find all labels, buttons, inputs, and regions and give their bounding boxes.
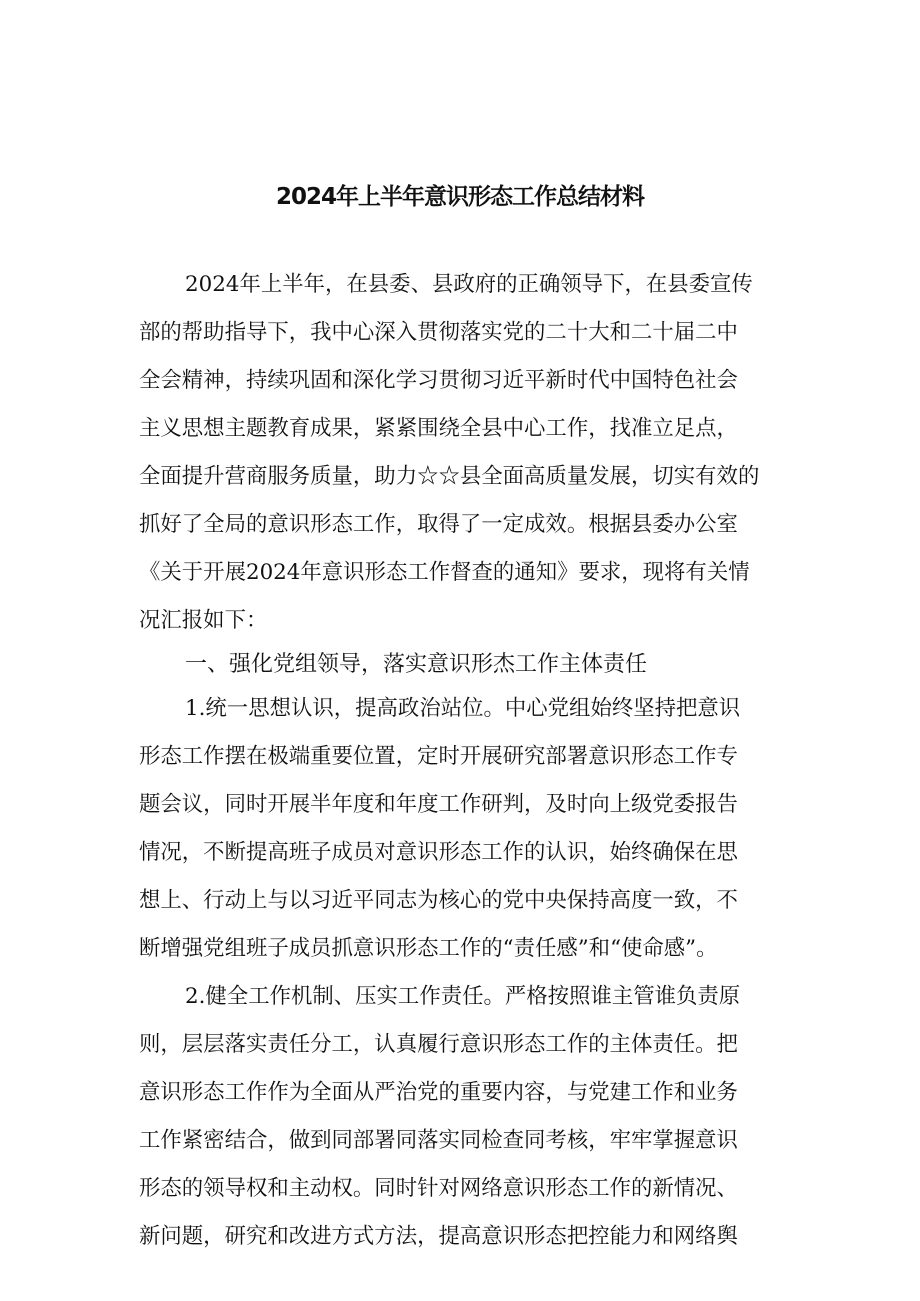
item1-line-6: 断增强党组班子成员抓意识形态工作的“责任感”和“使命感”。 (139, 936, 718, 961)
item1-line-4: 情况，不断提高班子成员对意识形态工作的认识，始终确保在思 (139, 840, 738, 865)
intro-line-8: 况汇报如下： (139, 608, 268, 633)
item1-line-3: 题会议，同时开展半年度和年度工作研判，及时向上级党委报告 (139, 792, 738, 817)
item1-line-2: 形态工作摆在极端重要位置，定时开展研究部署意识形态工作专 (139, 744, 738, 769)
item2-line-4: 工作紧密结合，做到同部署同落实同检查同考核，牢牢掌握意识 (139, 1128, 738, 1153)
intro-line-3: 全会精神，持续巩固和深化学习贯彻习近平新时代中国特色社会 (139, 368, 738, 393)
intro-line-4: 主义思想主题教育成果，紧紧围绕全县中心工作，找准立足点， (139, 416, 738, 441)
intro-line-7: 《关于开展2024年意识形态工作督查的通知》要求，现将有关情 (139, 560, 750, 585)
item1-line-5: 想上、行动上与以习近平同志为核心的党中央保持高度一致，不 (139, 888, 738, 913)
intro-line-2: 部的帮助指导下，我中心深入贯彻落实党的二十大和二十届二中 (139, 320, 738, 345)
intro-line-5: 全面提升营商服务质量，助力☆☆县全面高质量发展，切实有效的 (139, 464, 760, 489)
section-heading: 一、强化党组领导，落实意识形杰工作主体责任 (185, 652, 648, 677)
item2-line-2: 则，层层落实责任分工，认真履行意识形态工作的主体责任。把 (139, 1032, 738, 1057)
item2-line-5: 形态的领导权和主动权。同时针对网络意识形态工作的新情况、 (139, 1176, 738, 1201)
item2-line-6: 新问题，研究和改进方式方法，提高意识形态把控能力和网络舆 (139, 1224, 738, 1249)
document-title: 2024年上半年意识形态工作总结材料 (275, 184, 644, 210)
item2-line-3: 意识形态工作作为全面从严治党的重要内容，与党建工作和业务 (139, 1080, 738, 1105)
item1-line-1: 1.统一思想认识，提高政治站位。中心党组始终坚持把意识 (185, 696, 741, 721)
intro-line-1: 2024年上半年，在县委、县政府的正确领导下，在县委宣传 (185, 272, 753, 297)
intro-line-6: 抓好了全局的意识形态工作，取得了一定成效。根据县委办公室 (139, 512, 738, 537)
item2-line-1: 2.健全工作机制、压实工作责任。严格按照谁主管谁负责原 (185, 984, 741, 1009)
